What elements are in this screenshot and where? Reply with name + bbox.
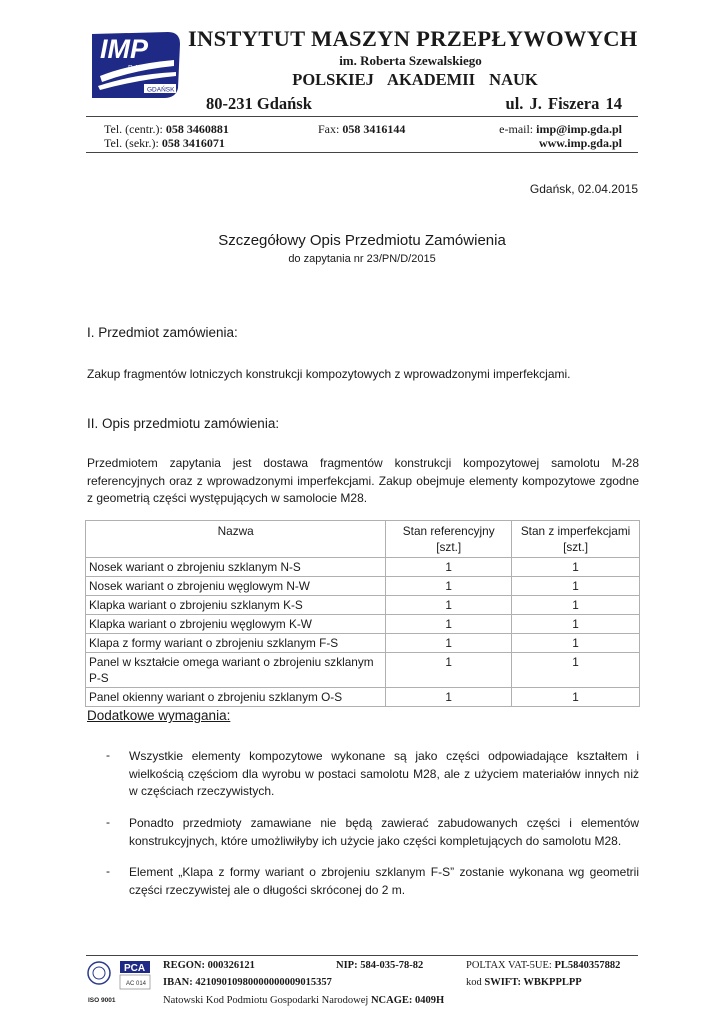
requirement-item: Element „Klapa z formy wariant o zbrojeniu szklanym F-S” zostanie wykonana wg geometrii części rzeczywistej ale o długości skróconej do 2 m. bbox=[129, 865, 639, 897]
regon: REGON: 000326121 bbox=[163, 960, 255, 971]
document-subtitle: do zapytania nr 23/PN/D/2015 bbox=[288, 253, 436, 265]
bullet-dash: - bbox=[106, 864, 110, 878]
svg-text:ISO 9001: ISO 9001 bbox=[88, 997, 116, 1004]
fax: Fax: 058 3416144 bbox=[318, 122, 406, 136]
document-title: Szczegółowy Opis Przedmiotu Zamówienia bbox=[218, 232, 506, 249]
header-divider bbox=[86, 116, 638, 117]
table-row bbox=[86, 558, 640, 577]
institute-logo bbox=[90, 30, 182, 100]
header-divider-bottom bbox=[86, 152, 638, 153]
tel-centr: Tel. (centr.): 058 3460881 bbox=[104, 122, 229, 136]
section-2-text: Przedmiotem zapytania jest dostawa fragmentów konstrukcji kompozytowej samolotu M-28 referencyjnych oraz z wprowadzonymi imperfekcjami. Zakup obejmuje elementy kompozytowe zgodne z geometrią części występujących w samolocie M28. bbox=[87, 456, 639, 505]
row-name: Panel w kształcie omega wariant o zbrojeniu szklanym P-S bbox=[86, 653, 386, 688]
table-row bbox=[86, 596, 640, 615]
institute-street: ul. J. Fiszera 14 bbox=[505, 94, 622, 113]
table-row bbox=[86, 615, 640, 634]
row-imp: 1 bbox=[512, 688, 640, 707]
row-ref: 1 bbox=[386, 558, 512, 577]
row-imp: 1 bbox=[512, 653, 640, 688]
row-ref: 1 bbox=[386, 634, 512, 653]
row-name: Nosek wariant o zbrojeniu węglowym N-W bbox=[86, 577, 386, 596]
row-imp: 1 bbox=[512, 596, 640, 615]
header-ref: Stan referencyjny [szt.] bbox=[386, 521, 512, 558]
requirement-item: Wszystkie elementy kompozytowe wykonane są jako części odpowiadające kształtem i wielkością częściom dla wyrobu w postaci samolotu M28, ale z użyciem materiałów innych niż w częściach rzeczywistych. bbox=[129, 749, 639, 798]
svg-text:AC 014: AC 014 bbox=[126, 981, 147, 987]
bullet-dash: - bbox=[106, 748, 110, 762]
institute-subtitle: im. Roberta Szewalskiego bbox=[339, 53, 482, 68]
row-name: Panel okienny wariant o zbrojeniu szklanym O-S bbox=[86, 688, 386, 707]
row-name: Klapa z formy wariant o zbrojeniu szklanym F-S bbox=[86, 634, 386, 653]
academy-name: POLSKIEJ AKADEMII NAUK bbox=[292, 70, 538, 89]
row-imp: 1 bbox=[512, 634, 640, 653]
footer-divider bbox=[86, 955, 638, 956]
extra-requirements-title: Dodatkowe wymagania: bbox=[87, 708, 231, 723]
tel-sekr: Tel. (sekr.): 058 3416071 bbox=[104, 136, 225, 150]
row-ref: 1 bbox=[386, 653, 512, 688]
svg-text:GDAŃSK: GDAŃSK bbox=[147, 86, 175, 94]
certification-logos bbox=[86, 957, 158, 1005]
section-1-text: Zakup fragmentów lotniczych konstrukcji kompozytowych z wprowadzonymi imperfekcjami. bbox=[87, 367, 571, 381]
row-ref: 1 bbox=[386, 688, 512, 707]
bullet-dash: - bbox=[106, 815, 110, 829]
website bbox=[539, 136, 622, 151]
table-row bbox=[86, 653, 640, 688]
nip: NIP: 584-035-78-82 bbox=[336, 960, 424, 971]
institute-city: 80-231 Gdańsk bbox=[206, 94, 312, 113]
section-1-title: I. Przedmiot zamówienia: bbox=[87, 325, 238, 340]
poltax: POLTAX VAT-5UE: PL5840357882 bbox=[466, 960, 621, 971]
header-imp: Stan z imperfekcjami [szt.] bbox=[512, 521, 640, 558]
items-table bbox=[85, 520, 640, 707]
header-name: Nazwa bbox=[86, 521, 386, 558]
row-ref: 1 bbox=[386, 577, 512, 596]
row-ref: 1 bbox=[386, 596, 512, 615]
row-name: Nosek wariant o zbrojeniu szklanym N-S bbox=[86, 558, 386, 577]
iban: IBAN: 42109010980000000009015357 bbox=[163, 977, 332, 988]
row-imp: 1 bbox=[512, 615, 640, 634]
svg-text:IMP: IMP bbox=[100, 34, 149, 64]
ncage: Natowski Kod Podmiotu Gospodarki Narodowej NCAGE: 0409H bbox=[163, 995, 445, 1006]
table-row bbox=[86, 688, 640, 707]
row-imp: 1 bbox=[512, 577, 640, 596]
institute-title: INSTYTUT MASZYN PRZEPŁYWOWYCH bbox=[188, 26, 638, 51]
row-imp: 1 bbox=[512, 558, 640, 577]
email-link[interactable]: imp@imp.gda.pl bbox=[536, 122, 622, 136]
requirement-item: Ponadto przedmioty zamawiane nie będą zawierać zabudowanych części i elementów konstrukcyjnych, które umożliwiłyby ich użycie jako części kompletujących do samolotu M28. bbox=[129, 816, 639, 848]
svg-text:P A N: P A N bbox=[128, 65, 146, 72]
website-link[interactable]: www.imp.gda.pl bbox=[538, 136, 622, 150]
document-date: Gdańsk, 02.04.2015 bbox=[529, 182, 638, 196]
email: e-mail: imp@imp.gda.pl bbox=[499, 122, 622, 136]
table-row bbox=[86, 634, 640, 653]
table-row bbox=[86, 577, 640, 596]
row-name: Klapka wariant o zbrojeniu szklanym K-S bbox=[86, 596, 386, 615]
table-header-row bbox=[86, 521, 640, 558]
row-name: Klapka wariant o zbrojeniu węglowym K-W bbox=[86, 615, 386, 634]
row-ref: 1 bbox=[386, 615, 512, 634]
section-2-title: II. Opis przedmiotu zamówienia: bbox=[87, 416, 280, 431]
swift: kod SWIFT: WBKPPLPP bbox=[466, 977, 582, 988]
svg-text:PCA: PCA bbox=[124, 963, 146, 974]
